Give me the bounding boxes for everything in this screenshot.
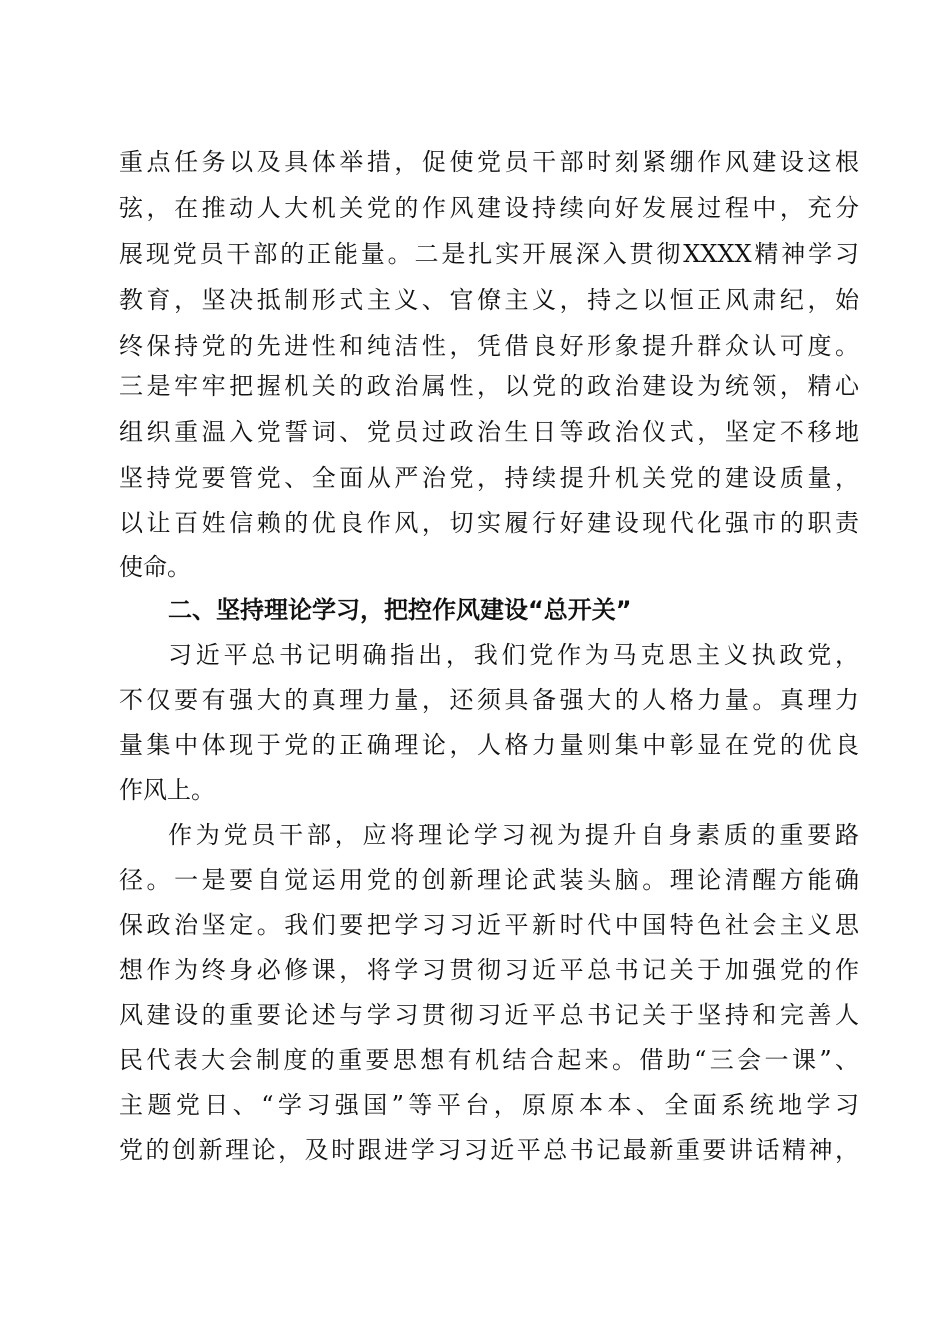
paragraph-line: 坚持党要管党、全面从严治党，持续提升机关党的建设质量，	[119, 464, 859, 492]
section-heading: 二、坚持理论学习，把控作风建设“总开关”	[168, 596, 632, 624]
paragraph-line: 以让百姓信赖的优良作风，切实履行好建设现代化强市的职责	[119, 509, 859, 537]
paragraph-line: 重点任务以及具体举措，促使党员干部时刻紧绷作风建设这根	[119, 148, 859, 176]
paragraph-first-line: 作为党员干部，应将理论学习视为提升自身素质的重要路	[168, 821, 859, 849]
paragraph-line: 民代表大会制度的重要思想有机结合起来。借助“三会一课”、	[119, 1046, 859, 1074]
paragraph-line: 保政治坚定。我们要把学习习近平新时代中国特色社会主义思	[119, 911, 859, 939]
paragraph-line: 终保持党的先进性和纯洁性，凭借良好形象提升群众认可度。	[119, 332, 859, 360]
paragraph-line: 组织重温入党誓词、党员过政治生日等政治仪式，坚定不移地	[119, 418, 859, 446]
paragraph-line: 使命。	[119, 553, 191, 581]
paragraph-line: 风建设的重要论述与学习贯彻习近平总书记关于坚持和完善人	[119, 1001, 859, 1029]
paragraph-line: 径。一是要自觉运用党的创新理论武装头脑。理论清醒方能确	[119, 866, 859, 894]
paragraph-line: 作风上。	[119, 776, 215, 804]
paragraph-line: 展现党员干部的正能量。二是扎实开展深入贯彻XXXX精神学习	[119, 240, 859, 268]
paragraph-line: 弦，在推动人大机关党的作风建设持续向好发展过程中，充分	[119, 194, 859, 222]
paragraph-first-line: 习近平总书记明确指出，我们党作为马克思主义执政党，	[168, 641, 859, 669]
paragraph-line: 三是牢牢把握机关的政治属性，以党的政治建设为统领，精心	[119, 372, 859, 400]
paragraph-line: 党的创新理论，及时跟进学习习近平总书记最新重要讲话精神，	[119, 1136, 859, 1164]
paragraph-line: 想作为终身必修课，将学习贯彻习近平总书记关于加强党的作	[119, 956, 859, 984]
paragraph-line: 不仅要有强大的真理力量，还须具备强大的人格力量。真理力	[119, 686, 859, 714]
paragraph-line: 主题党日、“学习强国”等平台，原原本本、全面系统地学习	[119, 1091, 859, 1119]
paragraph-line: 量集中体现于党的正确理论，人格力量则集中彰显在党的优良	[119, 731, 859, 759]
paragraph-line: 教育，坚决抵制形式主义、官僚主义，持之以恒正风肃纪，始	[119, 286, 859, 314]
